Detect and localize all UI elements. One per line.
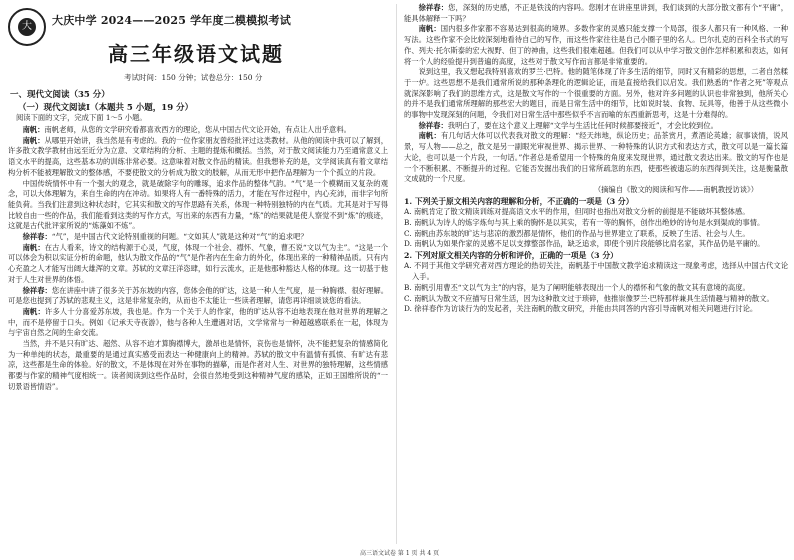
- answer-option[interactable]: B. 南帆引用曹丕“文以气为主”的内容，是为了阐明能够表现出一个人的襟怀和气象的散文其有意境的高度。: [404, 282, 750, 292]
- answer-option[interactable]: B. 南帆认为诗人的炼字炼句与其上乘的胸怀是以其实，若有一等的胸怀，创作出绝妙的诗句是水到渠成的事情。: [404, 217, 765, 227]
- interview-paragraph: [8, 179, 388, 233]
- speaker-label: 南帆：: [22, 125, 45, 134]
- paragraph-text: 从哪里开始讲，我当然是有考虑的。我的一位作家朋友曾经批评过这类教材。从他的阅读中我可以了解到，许多散文教学教材由远至近分为立意、文章结构的分析、主题的提炼和概括。当然，对于散文阅读能力乃至通常意义上语文水平的提高，这些基本功的训练非常必要。这意味着对散文作品的精读。但我想补充的是，文学阅读真有着文章结构分析不能被理解散文的整体感，不要使散文的分析成为散文的肢解，从而无形中把作品理解为一个个孤立的片段。: [8, 135, 389, 177]
- seal-glyph: 大: [18, 18, 36, 36]
- paragraph-text: 您，深刻的历史感，不正是铁浅的内容吗。您刚才在讲座里讲到，我们谈到的大部分散文都有个“平庸”，能具体解释一下吗？: [404, 3, 788, 23]
- speaker-label: 南帆：: [418, 131, 441, 141]
- reading-instruction: 阅读下面的文字，完成下面 1～5 小题。: [16, 113, 147, 122]
- interview-text-right: [404, 3, 788, 185]
- interview-paragraph: [8, 136, 388, 179]
- interview-paragraph: [8, 243, 388, 286]
- question-stem: 2. 下列对原文相关内容的分析和评价，正确的一项是（3 分）: [404, 250, 618, 260]
- interview-paragraph: [404, 67, 788, 121]
- paragraph-text: 许多人十分喜爱苏东坡，我也是。作为一个关于人的作家，他的旷达从容不迫地表现在他对世界的理解之中，而不是停留于口头。例如《记承天寺夜游》，他与各种人生遭遇对话，文学常常与一种超越感联系在一起，体现为与宇宙自然之间的生命交流。: [8, 306, 389, 338]
- interview-paragraph: [8, 232, 388, 243]
- exam-meta: 考试时间：150 分钟；试卷总分：150 分: [124, 73, 263, 82]
- paragraph-text: 有几句话大体可以代表我对散文的理解：“经天纬地，纵论历史；品茶赏月，煮酒论英雄；叙事谈情，说风景，写人物——总之，散文是另一副眼光审视世界、揭示世界、一种特殊的认识方式和表达方式，散文可以是一篇长篇大论，也可以是一个片段，一句话。”作者总是希望用一个特殊的角度来发现世界，通过散文表达出来。散文的写作也是一个不断积累、不断提升的过程。它能否发掘出我们的日常所疏忽的东西，使那些被遗忘的东西得到关注，这是衡量散文成就的一个尺度。: [404, 131, 788, 184]
- answer-option[interactable]: D. 徐祥春作为访谈行为的发起者，关注南帆的散文研究，并能由共同答的内容引导南帆对相关问题进行讨论。: [404, 304, 758, 314]
- interview-text-left: [8, 125, 388, 393]
- question-stem: 1. 下列关于原文相关内容的理解和分析，不正确的一项是（3 分）: [404, 196, 634, 206]
- speaker-label: 南帆：: [22, 135, 45, 145]
- section-title: 一、现代文阅读（35 分）: [10, 90, 110, 100]
- school-seal-icon: [8, 8, 46, 46]
- paragraph-text: 南帆老师，从您的文学研究看都喜欢西方的理论，您从中国古代文论开始，有点让人出乎意料。: [44, 125, 351, 134]
- interview-paragraph: [404, 131, 788, 185]
- source-citation: （摘编自《散文的阅读和写作——南帆教授访谈》）: [593, 184, 758, 194]
- paragraph-text: “气”，是中国古代文论特别重视的问题。“文如其人”就是这种对“气”的追求吧？: [51, 232, 308, 242]
- paragraph-text: 当然，并不是只有旷达、超然、从容不迫才算胸襟博大，激昂也是情怀，哀伤也是情怀，决不能把复杂的情感简化为一种单纯的状态，最重要的是通过真实感受而表达一种健康向上的精神。苏轼的散文中有温情有孤愤、有旷达有悲凉，这些都是生命的体验。好的散文，不是体现在对外在事物的描摹，而是作者对人生、对世界的独特理解，这些情感都要与作家的精神气度相统一。读者阅读到这些作品时，会很自然地受到这种精神气度的感染，正如王国维所说的“一切景语皆情语”。: [8, 339, 388, 391]
- answer-option[interactable]: A. 不同于其他文学研究者对西方理论的热切关注，南帆基于中国散文教学追求精读这一现象考虑，选择从中国古代文论入手。: [404, 261, 788, 282]
- interview-paragraph: [8, 125, 388, 136]
- answer-option[interactable]: A. 南帆肯定了散文精读训练对提高语文水平的作用，但同时也指出对散文分析的前提是不能破坏其整体感。: [404, 207, 750, 217]
- answer-option[interactable]: C. 南帆由苏东坡的旷达与悲凉的激烈都是情怀，他们的作品与世界建立了联系，反映了生活、社会与人生。: [404, 228, 750, 238]
- paragraph-text: 在古人看来，诗文的结构源于心灵，气度，体现一个社会、襟怀、气象，曹丕说“文以气为主”。“这是一个可以体会为积以实证分析的命题，他认为散文作品的“气”是作者内在生命力的外化，体现出来的一种精神品质。只有内心充盈之人才能写出阔大雄浑的文章。苏轼的文章汪洋恣肆，如行云流水，正是他那种豁达人格的体现。这一切基于他对于人生对世界的体悟。: [8, 242, 388, 284]
- paragraph-text: 您在讲座中讲了很多关于苏东坡的内容，您体会他的旷达，这是一种人生气度，是一种胸襟、很好理解。可是您也提到了苏轼的悲观主义，这是非常复杂的，从而也不太能让一些读者理解，请您再详细谈谈您的看法。: [8, 285, 388, 306]
- speaker-label: 徐祥春：: [418, 120, 448, 130]
- school-exam-title: 大庆中学 2024——2025 学年度二模模拟考试: [52, 14, 291, 27]
- interview-paragraph: [404, 24, 788, 67]
- interview-paragraph: [8, 286, 388, 307]
- speaker-label: 南帆：: [22, 306, 45, 316]
- interview-paragraph: [404, 3, 788, 24]
- paragraph-text: 国内很多作家都不容易达到很高的境界。多数作家的灵感只能支撑一个局部，很多人都只有一种风格、一种写法。这些作家不会比较深刻地看待自己的写作，而这些作家往往是自己小圈子里的名人。巴尔扎克的百科全书式的写作、列夫·托尔斯泰的宏大视野、但丁的神曲，这些我们很难超越。但我们可以从中学习散文创作怎样积累和表达，如何将一个人的经验提升到普遍的高度，这些对于散文写作而言都是非常重要的。: [404, 24, 788, 66]
- right-column: [404, 3, 788, 315]
- answer-option[interactable]: C. 南帆认为散文不应描写日常生活，因为这种散文过于琐碎，他推崇像罗兰·巴特那样兼具生活情趣与精神的散文。: [404, 293, 774, 303]
- speaker-label: 徐祥春：: [418, 3, 449, 12]
- question-list: [404, 196, 788, 315]
- paragraph-text: 我明白了，要在这个意义上理解“文学与生活比任何时候都要接近”，才会比较到位。: [447, 120, 718, 130]
- speaker-label: 南帆：: [418, 24, 441, 34]
- page-footer: 高三语文试卷 第 1 页 共 4 页: [360, 550, 440, 557]
- interview-paragraph: [8, 339, 388, 393]
- speaker-label: 徐祥春：: [22, 285, 52, 295]
- speaker-label: 南帆：: [22, 242, 45, 252]
- column-divider: [396, 4, 397, 544]
- interview-paragraph: [8, 307, 388, 339]
- speaker-label: 徐祥春：: [22, 232, 52, 242]
- page-title: 高三年级语文试题: [108, 42, 284, 66]
- paragraph-text: 说到这里，我又想起我特别喜欢的罗兰·巴特。他的随笔体现了许多生活的细节，同时又有精彩的思想，二者自然糅于一炉。这些思想不是我们通常所说的那种条理化的逻辑论证，而是直接给我们以启发。我们熟悉的“作者之死”等观点就深深影响了我们的思维方式，这是散文写作的一个很重要的方面。另外，他对许多问题的认识也非常独到，他所关心的并不是我们通常所理解的那些宏大的题目，而是日常生活中的细节，比如说时装、食物、玩具等，他善于从这些微小的事物中发现深刻的问题，令我们对日常生活中那些似乎不言而喻的东西重新思考，这是十分难得的。: [404, 67, 788, 120]
- paragraph-text: 中国传统情怀中有一个强大的观念，就是破除字句的雕琢，追求作品的整体气韵。“气”是一个模糊而又复杂的观念，可以大体理解为，来自生命的内在冲动。如果将人有一番特殊的活力，才能在写作过程中，内心充沛，而非字句所能负荷。当我们注意到这种状态时，它其实和散文的写作思路有关系，体现一种特别独特的内在气质。尤其是对于写得比较自由一些的作品，我们能看到这类的写作方式，写出来的东西有力量，“炼”的结果就是使人察觉不到“炼”的痕迹，这就是古代批评家所说的“炼藻如不炼”。: [8, 178, 388, 231]
- subsection-title: （一）现代文阅读Ⅰ（本题共 5 小题，19 分）: [18, 103, 194, 113]
- interview-paragraph: [404, 121, 788, 132]
- answer-option[interactable]: D. 南帆认为如果作家的灵感不足以支撑整部作品，缺乏追求，即使个别片段能够比肩名家，其作品仍是平庸的。: [404, 239, 765, 249]
